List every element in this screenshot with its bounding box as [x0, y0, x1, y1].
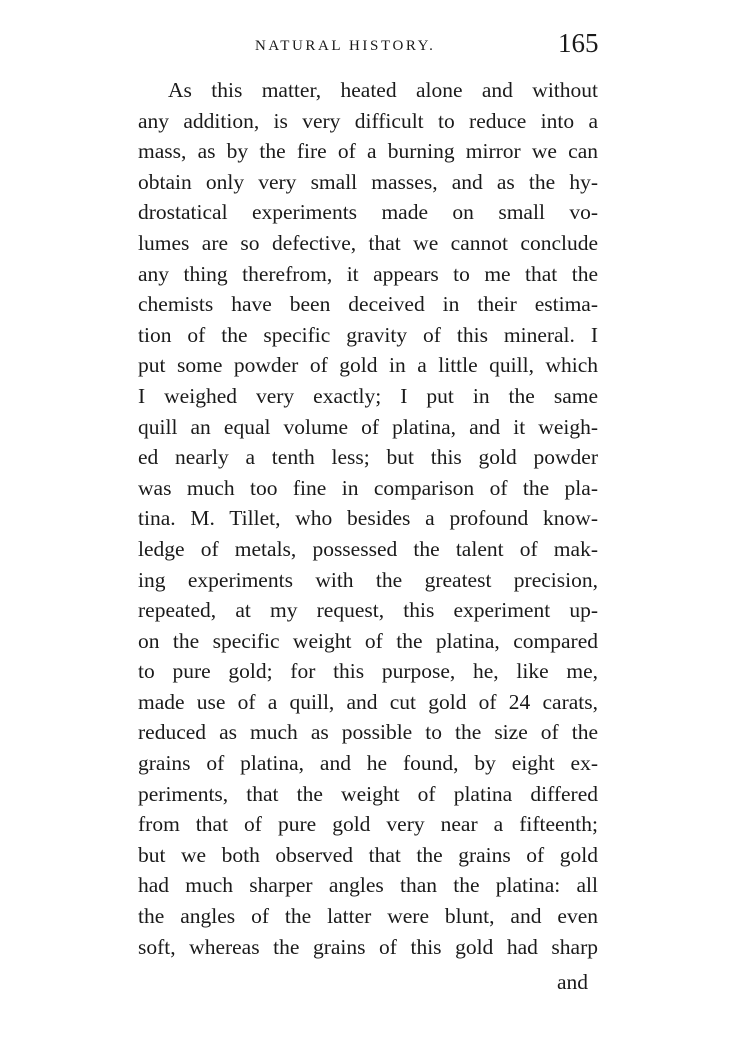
text-line: made use of a quill, and cut gold of 24 carats, [138, 689, 598, 714]
text-line: soft, whereas the grains of this gold had sharp [138, 934, 598, 959]
text-line: reduced as much as possible to the size of the [138, 720, 598, 745]
catchword: and [557, 970, 589, 994]
text-line: but we both observed that the grains of gold [138, 842, 598, 867]
running-head: NATURAL HISTORY. [255, 38, 436, 54]
text-line: any addition, is very difficult to reduce into a [138, 108, 598, 133]
text-line: I weighed very exactly; I put in the same [138, 383, 598, 408]
text-line: chemists have been deceived in their estima- [138, 292, 598, 317]
text-line: any thing therefrom, it appears to me that the [138, 261, 598, 286]
text-line: put some powder of gold in a little quill, which [138, 353, 598, 378]
text-line: ed nearly a tenth less; but this gold powder [138, 445, 598, 470]
text-line: drostatical experiments made on small vo- [138, 200, 598, 225]
text-line: repeated, at my request, this experiment up- [138, 598, 598, 623]
text-line: had much sharper angles than the platina: all [138, 873, 598, 898]
text-line: tina. M. Tillet, who besides a profound know- [138, 506, 598, 531]
text-line: to pure gold; for this purpose, he, like me, [138, 659, 598, 684]
text-line: the angles of the latter were blunt, and even [138, 904, 598, 929]
text-line: grains of platina, and he found, by eight ex- [138, 751, 598, 776]
text-line: As this matter, heated alone and without [168, 78, 598, 102]
text-line: tion of the specific gravity of this mineral. I [138, 322, 598, 347]
text-line: mass, as by the fire of a burning mirror we can [138, 139, 598, 164]
text-line: quill an equal volume of platina, and it weigh- [138, 414, 598, 439]
text-line: was much too fine in comparison of the pla- [138, 475, 598, 500]
text-line: lumes are so defective, that we cannot conclude [138, 230, 598, 255]
text-line: on the specific weight of the platina, compared [138, 628, 598, 653]
body-text [138, 75, 598, 962]
page-number: 165 [558, 28, 599, 58]
text-line: obtain only very small masses, and as the hy- [138, 169, 598, 194]
text-line: periments, that the weight of platina differed [138, 781, 598, 806]
text-line: from that of pure gold very near a fifteenth; [138, 812, 598, 837]
text-line: ing experiments with the greatest precision, [138, 567, 598, 592]
text-line: ledge of metals, possessed the talent of mak- [138, 536, 598, 561]
